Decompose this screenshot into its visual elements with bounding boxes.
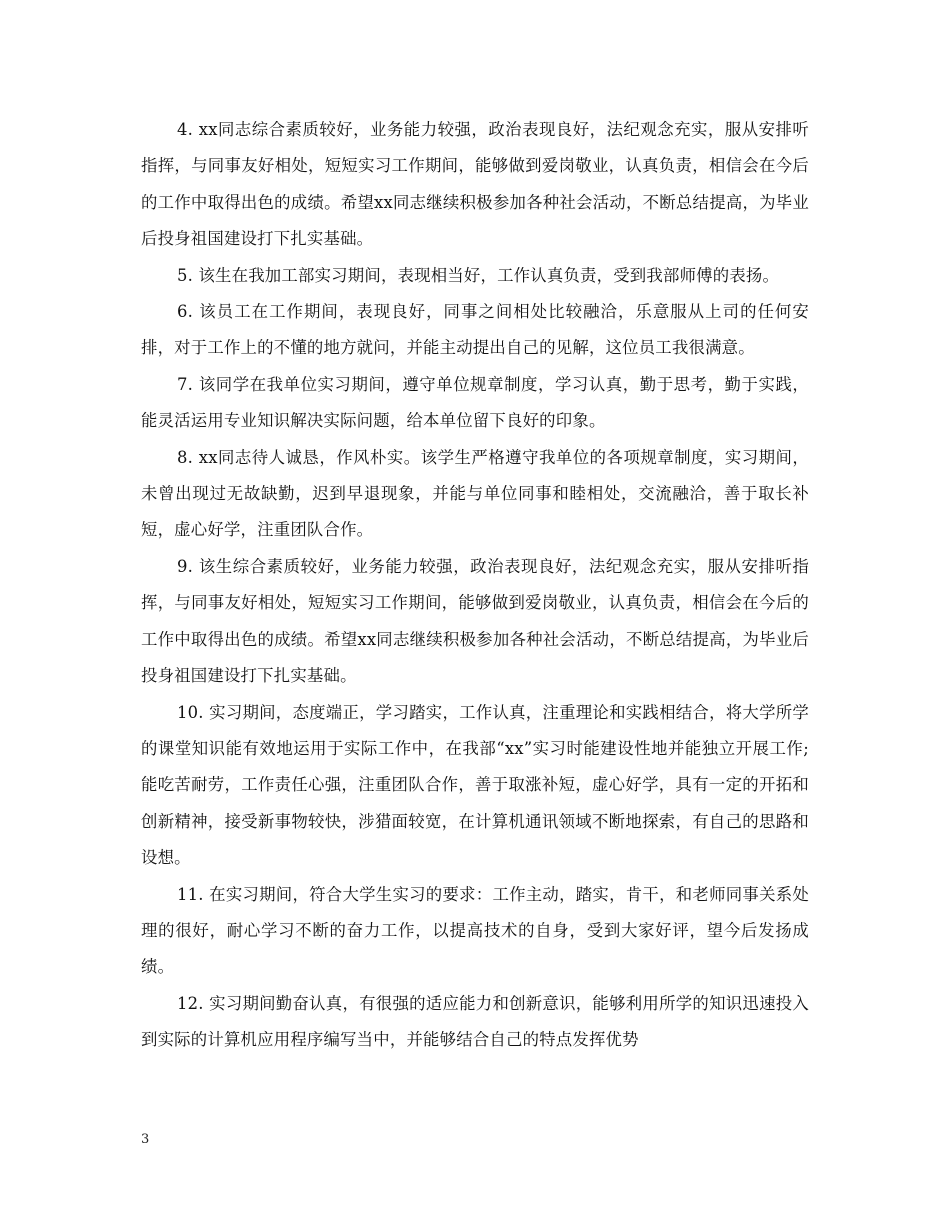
paragraph-11: 11. 在实习期间，符合大学生实习的要求：工作主动，踏实，肯干，和老师同事关系处理的很好，耐心学习不断的奋力工作，以提高技术的自身，受到大家好评，望今后发扬成绩。 xyxy=(141,884,809,977)
paragraph-5: 5. 该生在我加工部实习期间，表现相当好，工作认真负责，受到我部师傅的表扬。 xyxy=(177,265,780,285)
paragraph-12: 12. 实习期间勤奋认真，有很强的适应能力和创新意识，能够利用所学的知识迅速投入到实际的计算机应用程序编写当中，并能够结合自己的特点发挥优势 xyxy=(141,993,809,1050)
paragraph-8: 8. xx同志待人诚恳，作风朴实。该学生严格遵守我单位的各项规章制度，实习期间，未曾出现过无故缺勤，迟到早退现象，并能与单位同事和睦相处，交流融洽，善于取长补短，虚心好学，注重团队合作。 xyxy=(141,447,809,540)
paragraph-10: 10. 实习期间，态度端正，学习踏实，工作认真，注重理论和实践相结合，将大学所学的课堂知识能有效地运用于实际工作中，在我部“xx”实习时能建设性地并能独立开展工作;能吃苦耐劳，工作责任心强，注重团队合作，善于取涨补短，虚心好学，具有一定的开拓和创新精神，接受新事物较快，涉猎面较宽，在计算机通讯领域不断地探索，有自己的思路和设想。 xyxy=(141,702,809,868)
paragraph-6: 6. 该员工在工作期间，表现良好，同事之间相处比较融洽，乐意服从上司的任何安排，对于工作上的不懂的地方就问，并能主动提出自己的见解，这位员工我很满意。 xyxy=(141,302,809,358)
paragraph-9: 9. 该生综合素质较好，业务能力较强，政治表现良好，法纪观念充实，服从安排听指挥，与同事友好相处，短短实习工作期间，能够做到爱岗敬业，认真负责，相信会在今后的工作中取得出色的成绩。希望xx同志继续积极参加各种社会活动，不断总结提高，为毕业后投身祖国建设打下扎实基础。 xyxy=(141,556,809,686)
paragraph-4: 4. xx同志综合素质较好，业务能力较强，政治表现良好，法纪观念充实，服从安排听指挥，与同事友好相处，短短实习工作期间，能够做到爱岗敬业，认真负责，相信会在今后的工作中取得出色的成绩。希望xx同志继续积极参加各种社会活动，不断总结提高，为毕业后投身祖国建设打下扎实基础。 xyxy=(141,120,809,249)
document-body xyxy=(141,112,809,1059)
page-number: 3 xyxy=(141,1132,150,1147)
paragraph-7: 7. 该同学在我单位实习期间，遵守单位规章制度，学习认真，勤于思考，勤于实践，能灵活运用专业知识解决实际问题，给本单位留下良好的印象。 xyxy=(141,374,809,431)
